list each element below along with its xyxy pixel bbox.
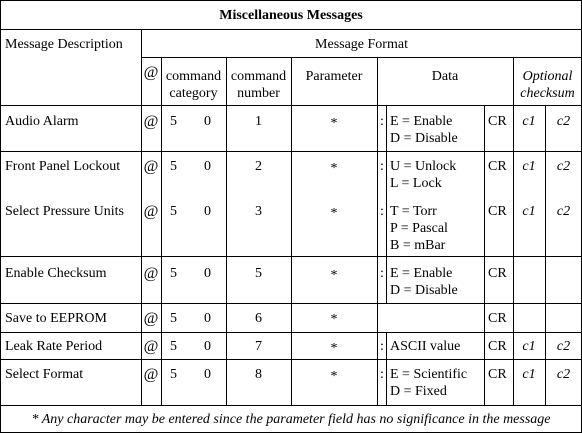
row-data-line: D = Disable (390, 283, 458, 298)
row-description: Front Panel Lockout (5, 159, 121, 174)
row-checksum-c2: c2 (556, 114, 571, 129)
row-command-number: 6 (255, 311, 262, 326)
row-description: Save to EEPROM (5, 311, 107, 326)
row-cr: CR (488, 114, 507, 129)
row-category-digit-1: 5 (170, 367, 177, 382)
row-cr: CR (488, 311, 507, 326)
row-category-digit-2: 0 (204, 114, 211, 129)
row-at: @ (143, 203, 159, 220)
row-category-digit-1: 5 (170, 159, 177, 174)
row-parameter: * (330, 312, 338, 327)
row-data-line: U = Unlock (390, 159, 457, 174)
row-colon: : (380, 266, 384, 281)
row-data-line: E = Scientific (390, 367, 468, 382)
row-at: @ (143, 265, 159, 282)
header-parameter: Parameter (305, 69, 363, 84)
header-optional-checksum-line2: checksum (520, 86, 575, 101)
row-description: Enable Checksum (5, 266, 107, 281)
row-category-digit-1: 5 (170, 311, 177, 326)
table-footnote: * Any character may be entered since the parameter field has no significance in the message (31, 412, 551, 427)
row-cr: CR (488, 204, 507, 219)
header-at: @ (143, 64, 159, 81)
row-command-number: 8 (255, 367, 262, 382)
row-colon: : (380, 339, 384, 354)
row-checksum-c1: c1 (522, 204, 536, 219)
row-checksum-c1: c1 (522, 159, 536, 174)
row-checksum-c1: c1 (522, 339, 536, 354)
row-data-line: T = Torr (390, 204, 437, 219)
row-cr: CR (488, 339, 507, 354)
table-title: Miscellaneous Messages (219, 8, 363, 23)
row-data-line: L = Lock (390, 176, 442, 191)
row-parameter: * (330, 369, 338, 384)
row-at: @ (143, 338, 159, 355)
row-cr: CR (488, 266, 507, 281)
row-cr: CR (488, 367, 507, 382)
row-command-number: 2 (255, 159, 262, 174)
row-cr: CR (488, 159, 507, 174)
row-category-digit-2: 0 (204, 266, 211, 281)
row-parameter: * (330, 161, 338, 176)
header-command-number-line2: number (237, 86, 280, 101)
row-description: Audio Alarm (5, 114, 79, 129)
header-message-description: Message Description (5, 37, 123, 52)
row-data-line: D = Fixed (390, 384, 447, 399)
row-category-digit-2: 0 (204, 204, 211, 219)
row-parameter: * (330, 116, 338, 131)
row-at: @ (143, 158, 159, 175)
row-data-line: E = Enable (390, 114, 453, 129)
row-checksum-c2: c2 (556, 339, 571, 354)
header-command-category-line2: category (169, 86, 218, 101)
row-data-line: E = Enable (390, 266, 453, 281)
row-checksum-c2: c2 (556, 204, 571, 219)
row-checksum-c2: c2 (556, 367, 571, 382)
header-command-category-line1: command (165, 69, 222, 84)
row-data-line: D = Disable (390, 131, 458, 146)
row-parameter: * (330, 206, 338, 221)
row-category-digit-2: 0 (204, 159, 211, 174)
row-colon: : (380, 367, 384, 382)
row-data-line: ASCII value (390, 339, 461, 354)
row-at: @ (143, 366, 159, 383)
row-data-line: B = mBar (390, 238, 446, 253)
row-command-number: 5 (255, 266, 262, 281)
header-message-format: Message Format (315, 37, 408, 52)
row-data-line: P = Pascal (390, 221, 448, 236)
row-category-digit-1: 5 (170, 204, 177, 219)
row-command-number: 1 (255, 114, 262, 129)
row-checksum-c1: c1 (522, 114, 536, 129)
row-category-digit-2: 0 (204, 367, 211, 382)
row-category-digit-1: 5 (170, 266, 177, 281)
row-command-number: 3 (255, 204, 262, 219)
row-description: Select Format (5, 367, 84, 382)
row-category-digit-1: 5 (170, 339, 177, 354)
row-category-digit-2: 0 (204, 339, 211, 354)
row-parameter: * (330, 341, 338, 356)
header-command-number-line1: command (230, 69, 287, 84)
row-parameter: * (330, 268, 338, 283)
row-checksum-c1: c1 (522, 367, 536, 382)
row-colon: : (380, 114, 384, 129)
row-at: @ (143, 113, 159, 130)
row-command-number: 7 (255, 339, 262, 354)
row-colon: : (380, 159, 384, 174)
row-colon: : (380, 204, 384, 219)
row-at: @ (143, 310, 159, 327)
header-data: Data (431, 69, 459, 84)
header-optional-checksum-line1: Optional (522, 69, 573, 84)
row-description: Select Pressure Units (5, 204, 124, 219)
row-category-digit-1: 5 (170, 114, 177, 129)
row-category-digit-2: 0 (204, 311, 211, 326)
row-checksum-c2: c2 (556, 159, 571, 174)
row-description: Leak Rate Period (5, 339, 103, 354)
